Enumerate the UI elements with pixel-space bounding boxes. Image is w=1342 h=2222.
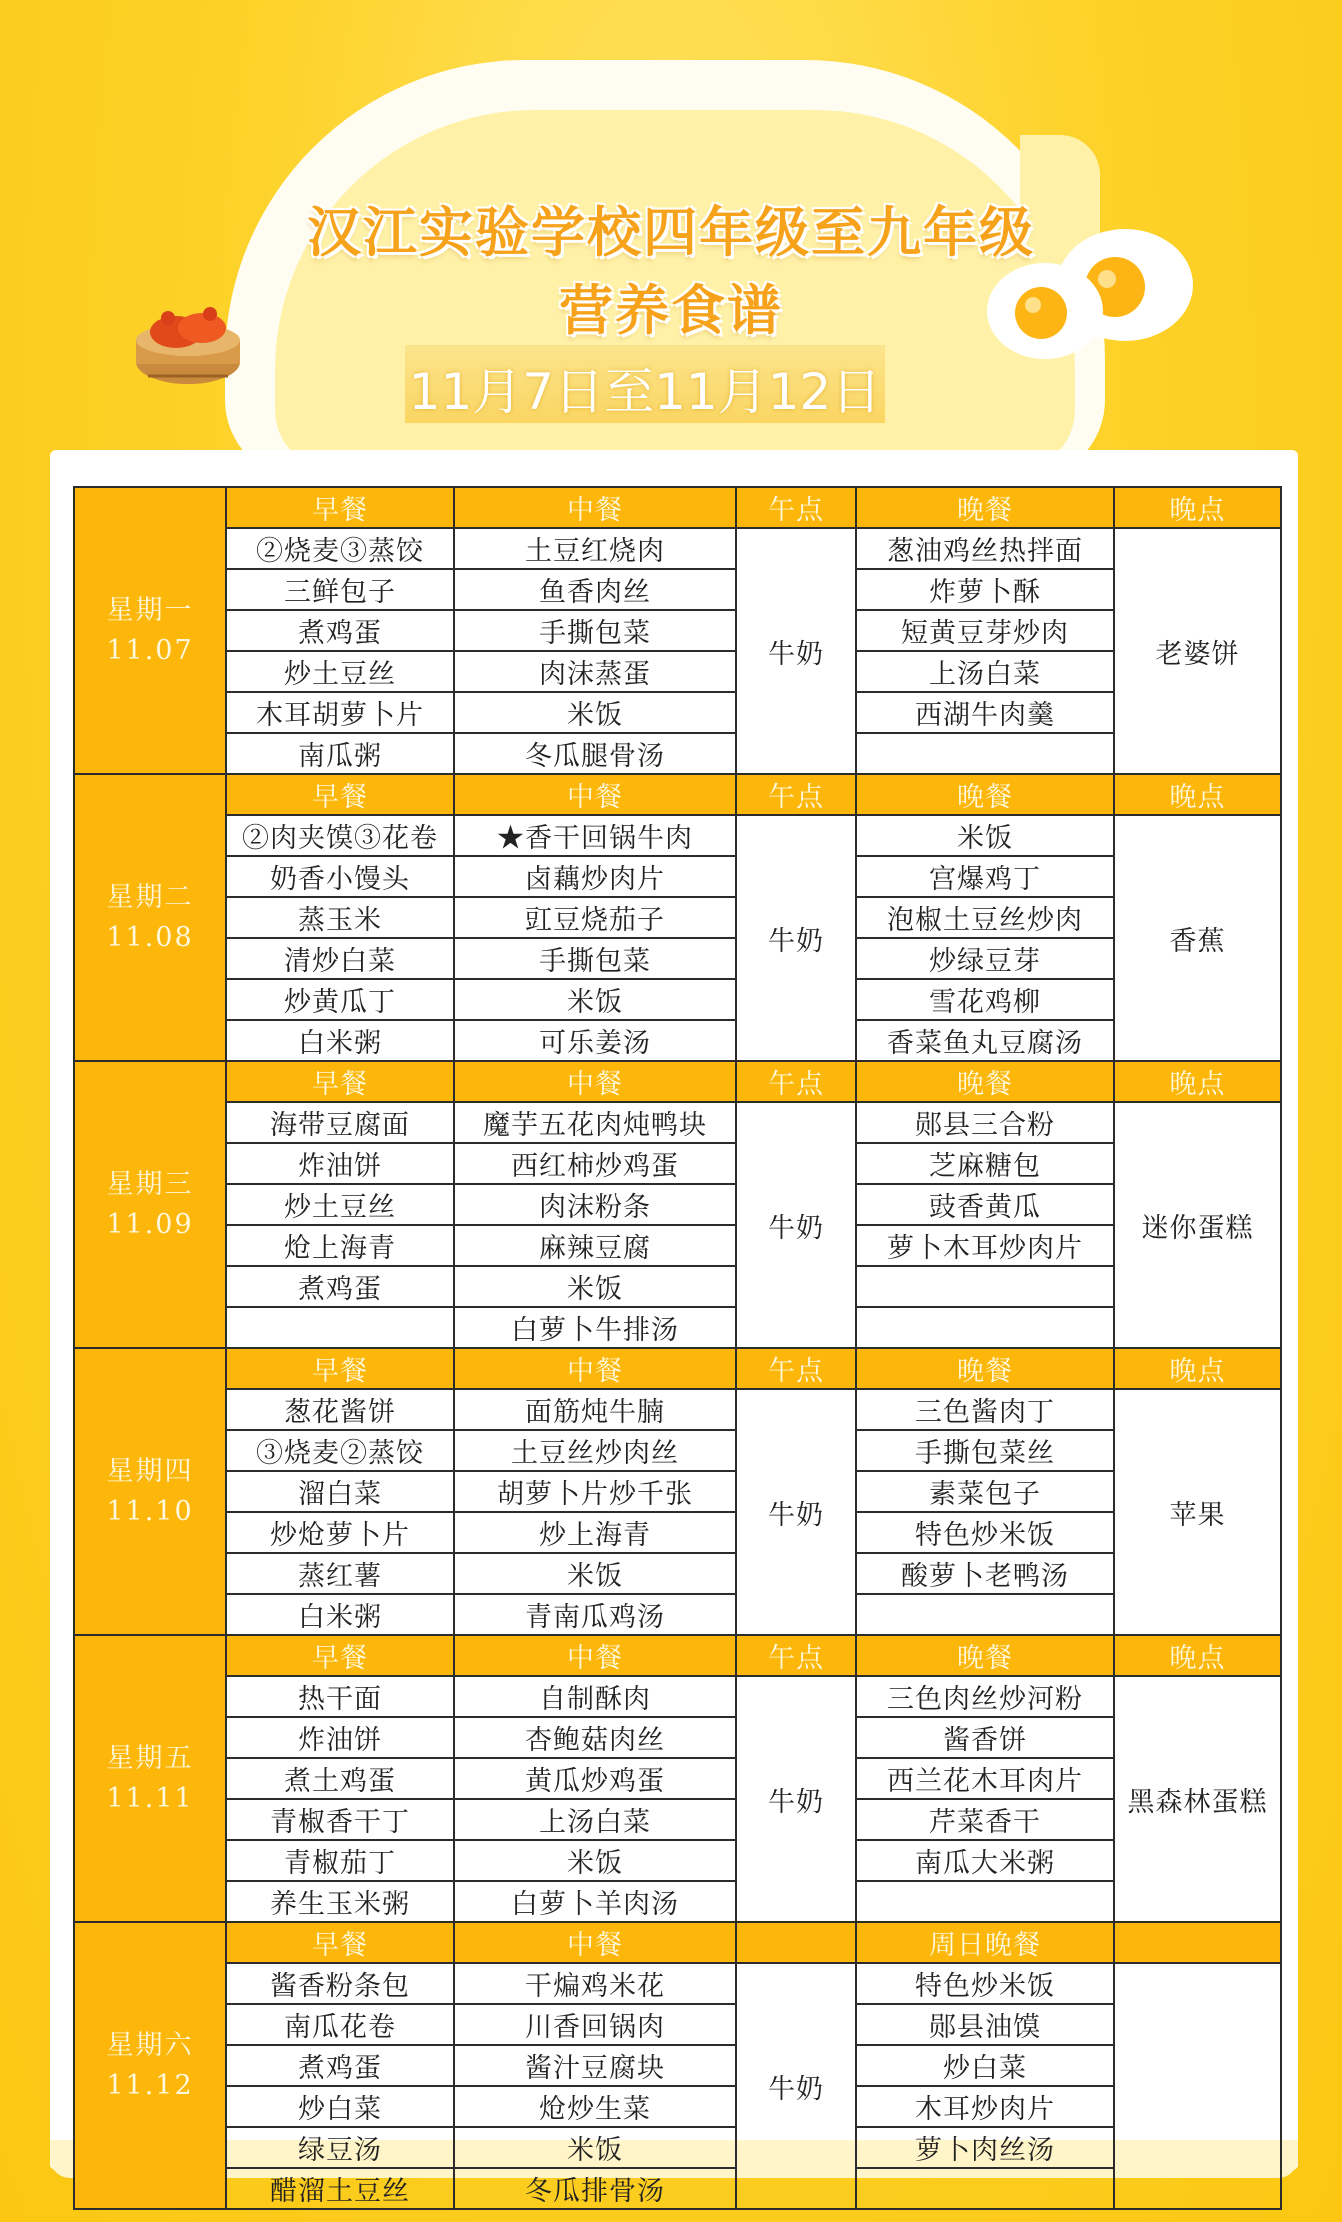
dinner-item: 酸萝卜老鸭汤 [856, 1553, 1114, 1594]
lunch-header: 中餐 [454, 1061, 736, 1102]
dinner-item: 南瓜大米粥 [856, 1840, 1114, 1881]
weekday: 星期二 [106, 881, 194, 913]
lunch-header: 中餐 [454, 1635, 736, 1676]
breakfast-item: ②烧麦③蒸饺 [226, 528, 454, 569]
page-subtitle: 营养食谱 [559, 279, 783, 342]
dinner-item: 葱油鸡丝热拌面 [856, 528, 1114, 569]
breakfast-item: 青椒茄丁 [226, 1840, 454, 1881]
dinner-item: 萝卜肉丝汤 [856, 2127, 1114, 2168]
breakfast-item: 炒土豆丝 [226, 1184, 454, 1225]
day-header-row [74, 1061, 1281, 1102]
weekday: 星期一 [106, 594, 194, 626]
night-snack-header: 晚点 [1114, 1635, 1281, 1676]
lunch-item: 川香回锅肉 [454, 2004, 736, 2045]
lunch-item: 土豆丝炒肉丝 [454, 1430, 736, 1471]
breakfast-header: 早餐 [226, 1635, 454, 1676]
table-row [74, 1758, 1281, 1799]
lunch-item: 西红柿炒鸡蛋 [454, 1143, 736, 1184]
table-row [74, 1225, 1281, 1266]
breakfast-item: 煮鸡蛋 [226, 1266, 454, 1307]
day-header-row [74, 1922, 1281, 1963]
lunch-item: 米饭 [454, 692, 736, 733]
dinner-item: 香菜鱼丸豆腐汤 [856, 1020, 1114, 1061]
breakfast-item: 热干面 [226, 1676, 454, 1717]
dinner-item: 炒绿豆芽 [856, 938, 1114, 979]
lunch-item: 米饭 [454, 979, 736, 1020]
day-header-row [74, 1635, 1281, 1676]
snack-header [736, 1922, 856, 1963]
table-row [74, 1963, 1281, 2004]
day-label [74, 1061, 226, 1348]
breakfast-item: 三鲜包子 [226, 569, 454, 610]
day-header-row [74, 774, 1281, 815]
day-date: 11.12 [106, 2069, 194, 2101]
snack-header: 午点 [736, 487, 856, 528]
night-snack-header: 晚点 [1114, 774, 1281, 815]
snack-header: 午点 [736, 774, 856, 815]
breakfast-item: 炒白菜 [226, 2086, 454, 2127]
night-snack-header [1114, 1922, 1281, 1963]
breakfast-item [226, 1307, 454, 1348]
dinner-item: 雪花鸡柳 [856, 979, 1114, 1020]
table-row [74, 2168, 1281, 2209]
day-label [74, 1348, 226, 1635]
snack-header: 午点 [736, 1635, 856, 1676]
dinner-header: 晚餐 [856, 774, 1114, 815]
menu-table [73, 486, 1282, 2210]
snack-item: 牛奶 [736, 1676, 856, 1922]
dinner-item: 特色炒米饭 [856, 1963, 1114, 2004]
weekday: 星期六 [106, 2029, 194, 2061]
lunch-item: 杏鲍菇肉丝 [454, 1717, 736, 1758]
lunch-item: 手撕包菜 [454, 938, 736, 979]
dinner-item [856, 1307, 1114, 1348]
lunch-item: 白萝卜羊肉汤 [454, 1881, 736, 1922]
dinner-header: 晚餐 [856, 487, 1114, 528]
lunch-item: 米饭 [454, 1266, 736, 1307]
breakfast-item: 南瓜粥 [226, 733, 454, 774]
lunch-item: 胡萝卜片炒千张 [454, 1471, 736, 1512]
dinner-item: 上汤白菜 [856, 651, 1114, 692]
dinner-item: 三色肉丝炒河粉 [856, 1676, 1114, 1717]
dinner-item: 短黄豆芽炒肉 [856, 610, 1114, 651]
dinner-item: 素菜包子 [856, 1471, 1114, 1512]
day-label [74, 1922, 226, 2209]
lunch-item: 上汤白菜 [454, 1799, 736, 1840]
table-row [74, 1184, 1281, 1225]
snack-item: 牛奶 [736, 815, 856, 1061]
lunch-item: 米饭 [454, 1553, 736, 1594]
day-date: 11.10 [106, 1495, 194, 1527]
breakfast-item: 煮鸡蛋 [226, 610, 454, 651]
table-row [74, 2045, 1281, 2086]
table-row [74, 651, 1281, 692]
dinner-item [856, 1881, 1114, 1922]
lunch-item: ★香干回锅牛肉 [454, 815, 736, 856]
table-row [74, 610, 1281, 651]
breakfast-header: 早餐 [226, 1061, 454, 1102]
dinner-item: 芹菜香干 [856, 1799, 1114, 1840]
lunch-item: 青南瓜鸡汤 [454, 1594, 736, 1635]
table-row [74, 2127, 1281, 2168]
table-row [74, 1471, 1281, 1512]
breakfast-header: 早餐 [226, 1348, 454, 1389]
dinner-item: 郧县三合粉 [856, 1102, 1114, 1143]
night-snack-item: 老婆饼 [1114, 528, 1281, 774]
table-row [74, 692, 1281, 733]
day-header-row [74, 487, 1281, 528]
egg-icon [975, 225, 1195, 365]
dinner-item [856, 2168, 1114, 2209]
dinner-item: 宫爆鸡丁 [856, 856, 1114, 897]
lunch-item: 冬瓜排骨汤 [454, 2168, 736, 2209]
dinner-header: 晚餐 [856, 1348, 1114, 1389]
lunch-item: 酱汁豆腐块 [454, 2045, 736, 2086]
breakfast-item: ②肉夹馍③花卷 [226, 815, 454, 856]
day-header-row [74, 1348, 1281, 1389]
dinner-header: 晚餐 [856, 1635, 1114, 1676]
lunch-item: 手撕包菜 [454, 610, 736, 651]
lunch-item: 豇豆烧茄子 [454, 897, 736, 938]
day-label [74, 487, 226, 774]
weekday: 星期三 [106, 1168, 194, 1200]
night-snack-item: 香蕉 [1114, 815, 1281, 1061]
night-snack-header: 晚点 [1114, 1348, 1281, 1389]
dinner-header: 晚餐 [856, 1061, 1114, 1102]
table-row [74, 1389, 1281, 1430]
snack-header: 午点 [736, 1061, 856, 1102]
weekday: 星期四 [106, 1455, 194, 1487]
breakfast-header: 早餐 [226, 1922, 454, 1963]
snack-item: 牛奶 [736, 1963, 856, 2209]
dinner-item: 西湖牛肉羹 [856, 692, 1114, 733]
dinner-item: 三色酱肉丁 [856, 1389, 1114, 1430]
lunch-item: 肉沫粉条 [454, 1184, 736, 1225]
table-row [74, 569, 1281, 610]
day-label [74, 774, 226, 1061]
lunch-item: 米饭 [454, 2127, 736, 2168]
day-date: 11.07 [106, 634, 194, 666]
breakfast-item: 炝上海青 [226, 1225, 454, 1266]
weekday: 星期五 [106, 1742, 194, 1774]
lunch-item: 土豆红烧肉 [454, 528, 736, 569]
breakfast-item: 绿豆汤 [226, 2127, 454, 2168]
dinner-item: 手撕包菜丝 [856, 1430, 1114, 1471]
lunch-header: 中餐 [454, 1922, 736, 1963]
breakfast-item: 炒炝萝卜片 [226, 1512, 454, 1553]
breakfast-item: 蒸玉米 [226, 897, 454, 938]
table-row [74, 1594, 1281, 1635]
lunch-item: 炒上海青 [454, 1512, 736, 1553]
lunch-header: 中餐 [454, 487, 736, 528]
night-snack-header: 晚点 [1114, 1061, 1281, 1102]
breakfast-item: 葱花酱饼 [226, 1389, 454, 1430]
breakfast-item: 炒黄瓜丁 [226, 979, 454, 1020]
table-row [74, 1676, 1281, 1717]
breakfast-item: 炸油饼 [226, 1717, 454, 1758]
lunch-item: 卤藕炒肉片 [454, 856, 736, 897]
table-row [74, 938, 1281, 979]
lunch-item: 魔芋五花肉炖鸭块 [454, 1102, 736, 1143]
lunch-item: 麻辣豆腐 [454, 1225, 736, 1266]
breakfast-item: ③烧麦②蒸饺 [226, 1430, 454, 1471]
dinner-item: 米饭 [856, 815, 1114, 856]
day-date: 11.11 [106, 1782, 194, 1814]
crab-basket-icon [128, 290, 248, 390]
dinner-item: 酱香饼 [856, 1717, 1114, 1758]
table-row [74, 897, 1281, 938]
day-label [74, 1635, 226, 1922]
table-row [74, 815, 1281, 856]
snack-item: 牛奶 [736, 1102, 856, 1348]
night-snack-item: 黑森林蛋糕 [1114, 1676, 1281, 1922]
snack-item: 牛奶 [736, 1389, 856, 1635]
dinner-item: 豉香黄瓜 [856, 1184, 1114, 1225]
breakfast-item: 海带豆腐面 [226, 1102, 454, 1143]
table-row [74, 1512, 1281, 1553]
table-row [74, 1143, 1281, 1184]
table-row [74, 1307, 1281, 1348]
breakfast-item: 清炒白菜 [226, 938, 454, 979]
snack-header: 午点 [736, 1348, 856, 1389]
breakfast-item: 溜白菜 [226, 1471, 454, 1512]
dinner-item: 泡椒土豆丝炒肉 [856, 897, 1114, 938]
table-row [74, 1020, 1281, 1061]
table-row [74, 1102, 1281, 1143]
lunch-item: 鱼香肉丝 [454, 569, 736, 610]
table-row [74, 1881, 1281, 1922]
table-row [74, 2086, 1281, 2127]
lunch-item: 肉沫蒸蛋 [454, 651, 736, 692]
table-row [74, 1553, 1281, 1594]
lunch-item: 自制酥肉 [454, 1676, 736, 1717]
table-row [74, 1717, 1281, 1758]
dinner-item [856, 1266, 1114, 1307]
table-row [74, 979, 1281, 1020]
table-row [74, 528, 1281, 569]
table-row [74, 1840, 1281, 1881]
lunch-item: 面筋炖牛腩 [454, 1389, 736, 1430]
dinner-item: 炸萝卜酥 [856, 569, 1114, 610]
lunch-item: 冬瓜腿骨汤 [454, 733, 736, 774]
day-date: 11.09 [106, 1208, 194, 1240]
dinner-item: 木耳炒肉片 [856, 2086, 1114, 2127]
lunch-item: 黄瓜炒鸡蛋 [454, 1758, 736, 1799]
dinner-item [856, 1594, 1114, 1635]
breakfast-item: 煮鸡蛋 [226, 2045, 454, 2086]
night-snack-header: 晚点 [1114, 487, 1281, 528]
lunch-item: 可乐姜汤 [454, 1020, 736, 1061]
breakfast-header: 早餐 [226, 487, 454, 528]
dinner-header: 周日晚餐 [856, 1922, 1114, 1963]
breakfast-item: 养生玉米粥 [226, 1881, 454, 1922]
breakfast-item: 青椒香干丁 [226, 1799, 454, 1840]
breakfast-item: 奶香小馒头 [226, 856, 454, 897]
breakfast-header: 早餐 [226, 774, 454, 815]
night-snack-item [1114, 1963, 1281, 2209]
table-row [74, 2004, 1281, 2045]
night-snack-item: 苹果 [1114, 1389, 1281, 1635]
night-snack-item: 迷你蛋糕 [1114, 1102, 1281, 1348]
lunch-item: 炝炒生菜 [454, 2086, 736, 2127]
lunch-item: 干煸鸡米花 [454, 1963, 736, 2004]
breakfast-item: 炒土豆丝 [226, 651, 454, 692]
table-row [74, 1799, 1281, 1840]
snack-item: 牛奶 [736, 528, 856, 774]
dinner-item: 萝卜木耳炒肉片 [856, 1225, 1114, 1266]
breakfast-item: 煮土鸡蛋 [226, 1758, 454, 1799]
dinner-item: 西兰花木耳肉片 [856, 1758, 1114, 1799]
dinner-item [856, 733, 1114, 774]
table-row [74, 733, 1281, 774]
table-row [74, 1430, 1281, 1471]
breakfast-item: 南瓜花卷 [226, 2004, 454, 2045]
breakfast-item: 木耳胡萝卜片 [226, 692, 454, 733]
breakfast-item: 炸油饼 [226, 1143, 454, 1184]
day-date: 11.08 [106, 921, 194, 953]
lunch-header: 中餐 [454, 774, 736, 815]
lunch-header: 中餐 [454, 1348, 736, 1389]
breakfast-item: 蒸红薯 [226, 1553, 454, 1594]
table-row [74, 856, 1281, 897]
dinner-item: 特色炒米饭 [856, 1512, 1114, 1553]
breakfast-item: 醋溜土豆丝 [226, 2168, 454, 2209]
breakfast-item: 白米粥 [226, 1020, 454, 1061]
dinner-item: 炒白菜 [856, 2045, 1114, 2086]
lunch-item: 米饭 [454, 1840, 736, 1881]
table-row [74, 1266, 1281, 1307]
page-title: 汉江实验学校四年级至九年级 [307, 201, 1035, 264]
breakfast-item: 酱香粉条包 [226, 1963, 454, 2004]
lunch-item: 白萝卜牛排汤 [454, 1307, 736, 1348]
date-range: 11月7日至11月12日 [408, 363, 882, 421]
dinner-item: 郧县油馍 [856, 2004, 1114, 2045]
breakfast-item: 白米粥 [226, 1594, 454, 1635]
dinner-item: 芝麻糖包 [856, 1143, 1114, 1184]
